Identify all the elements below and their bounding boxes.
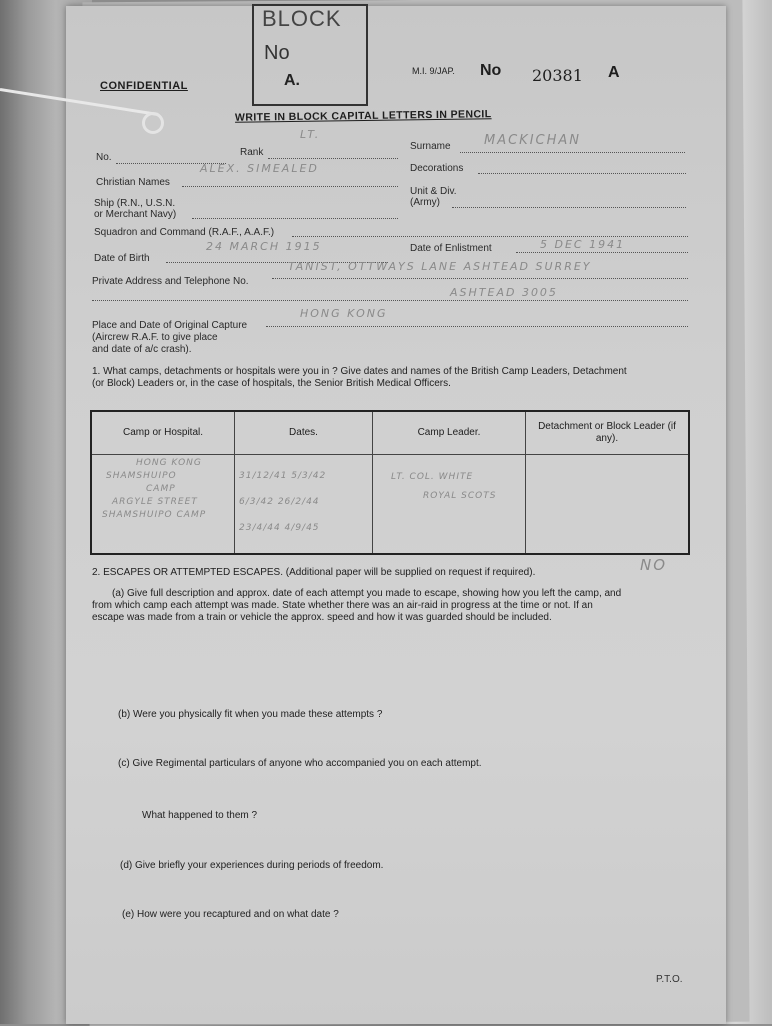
capture-label-2: (Aircrew R.A.F. to give place [92, 332, 218, 343]
enlistment-label: Date of Enlistment [410, 243, 492, 254]
header-camp: Camp or Hospital. [91, 411, 235, 455]
block-stamp [252, 4, 368, 106]
squadron-line [292, 236, 688, 237]
camp-entry: CAMP [146, 484, 176, 494]
question-2a-text: (a) Give full description and approx. date of each attempt you made to escape, showing how you left the camp, and [112, 588, 622, 599]
no-label: No. [96, 152, 112, 163]
question-1-text-2: (or Block) Leaders or, in the case of hospitals, the Senior British Medical Officers. [92, 378, 451, 389]
dob-value: 24 MARCH 1915 [206, 240, 322, 253]
christian-names-label: Christian Names [96, 177, 170, 188]
date-entry: 31/12/41 5/3/42 [239, 471, 327, 481]
question-2-answer: NO [640, 556, 668, 574]
capture-label-3: and date of a/c crash). [92, 344, 192, 355]
enlistment-value: 5 DEC 1941 [540, 238, 626, 251]
detachment-cell [526, 455, 690, 555]
instruction-heading: WRITE IN BLOCK CAPITAL LETTERS IN PENCIL [234, 108, 492, 124]
rank-line [268, 158, 398, 159]
unit-label: Unit & Div. [410, 186, 457, 197]
dates-cell [235, 455, 373, 555]
table-header-row [91, 411, 689, 455]
surname-line [460, 152, 685, 153]
surname-value: MACKICHAN [484, 133, 582, 148]
ship-line [192, 218, 398, 219]
form-reference: M.I. 9/JAP. [412, 66, 455, 76]
leader-entry: ROYAL SCOTS [423, 491, 497, 501]
ship-label: Ship (R.N., U.S.N. [94, 198, 176, 209]
decorations-line [478, 173, 686, 174]
question-2d-text: (d) Give briefly your experiences during periods of freedom. [120, 860, 384, 871]
string-knot [142, 112, 164, 134]
header-camp-leader: Camp Leader. [373, 411, 526, 455]
header-dates: Dates. [235, 411, 373, 455]
question-2a-text-2: from which camp each attempt was made. State whether there was an air-raid in progress at the time or not. If an [92, 600, 593, 611]
rank-label: Rank [240, 147, 264, 158]
camp-cell [91, 455, 235, 555]
address-telephone: ASHTEAD 3005 [450, 286, 558, 299]
table-row [91, 455, 689, 555]
address-value: TANIST, OTTWAYS LANE ASHTEAD SURREY [288, 260, 592, 273]
confidential-label: CONFIDENTIAL [100, 80, 188, 92]
question-2e-text: (e) How were you recaptured and on what date ? [122, 909, 339, 920]
serial-number: 20381 [532, 66, 583, 85]
dob-label: Date of Birth [94, 253, 150, 264]
christian-names-line [182, 186, 398, 187]
address-line [272, 278, 688, 279]
question-2c-followup: What happened to them ? [142, 810, 258, 821]
leader-cell [373, 455, 526, 555]
question-2c-text: (c) Give Regimental particulars of anyone who accompanied you on each attempt. [118, 758, 482, 769]
camp-entry: ARGYLE STREET [112, 497, 198, 507]
enlistment-line [516, 252, 688, 253]
camp-entry: SHAMSHUIPO CAMP [102, 510, 207, 520]
pto-label: P.T.O. [656, 974, 683, 985]
camp-entry: HONG KONG [136, 458, 202, 468]
date-entry: 6/3/42 26/2/44 [239, 497, 320, 507]
question-2b-text: (b) Were you physically fit when you made these attempts ? [118, 709, 383, 720]
squadron-label: Squadron and Command (R.A.F., A.A.F.) [94, 227, 275, 238]
block-number-label: No [264, 42, 290, 64]
camp-entry: SHAMSHUIPO [106, 471, 177, 481]
question-2a-text-3: escape was made from a train or vehicle the approx. speed and how it was guarded should be included. [92, 612, 552, 623]
decorations-label: Decorations [410, 163, 464, 174]
camps-table [90, 410, 690, 555]
question-1-text: 1. What camps, detachments or hospitals were you in ? Give dates and names of the British Camp Leaders, Detachment [92, 366, 627, 377]
leader-entry: LT. COL. WHITE [391, 472, 474, 482]
serial-suffix: A [608, 64, 620, 81]
christian-names-value: ALEX. SIMEALED [200, 162, 319, 175]
question-2-title: 2. ESCAPES OR ATTEMPTED ESCAPES. (Additional paper will be supplied on request if required). [92, 567, 536, 578]
surname-label: Surname [410, 141, 451, 152]
capture-value: HONG KONG [300, 307, 388, 320]
block-title: BLOCK [262, 6, 342, 31]
rank-value: LT. [300, 128, 321, 141]
date-entry: 23/4/44 4/9/45 [239, 523, 320, 533]
header-detachment: Detachment or Block Leader (if any). [526, 411, 690, 455]
address-label: Private Address and Telephone No. [92, 276, 249, 287]
ship-label-sub: or Merchant Navy) [94, 209, 177, 220]
capture-line [266, 326, 688, 327]
capture-label: Place and Date of Original Capture [92, 320, 248, 331]
unit-line [452, 207, 686, 208]
unit-label-sub: (Army) [410, 197, 440, 208]
serial-number-label: No [480, 62, 502, 79]
block-letter: A. [284, 72, 300, 89]
address-line-2 [92, 300, 688, 301]
